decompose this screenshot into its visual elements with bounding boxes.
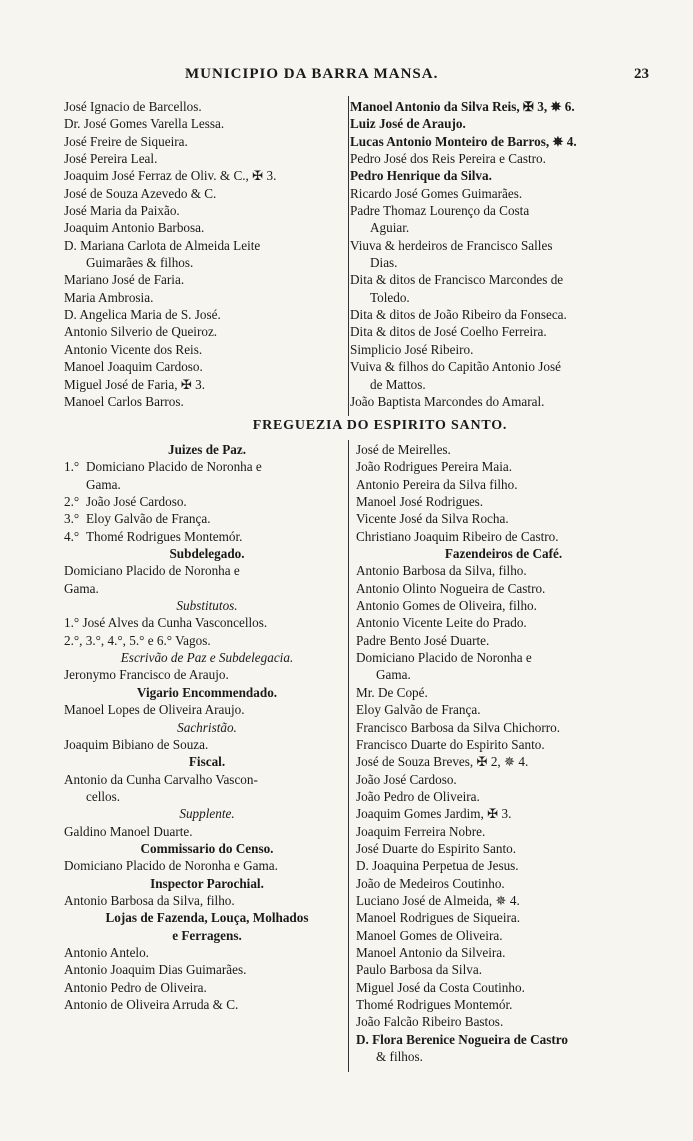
item-number: 1.° <box>64 459 80 475</box>
list-item: Antonio Joaquim Dias Guimarães. <box>64 962 247 978</box>
list-item: D. Angelica Maria de S. José. <box>64 307 221 323</box>
list-item: Joaquim Gomes Jardim, ✠ 3. <box>356 806 512 822</box>
list-item: Pedro José dos Reis Pereira e Castro. <box>350 151 546 167</box>
list-item: Dita & ditos de Francisco Marcondes de <box>350 272 564 288</box>
fiscal-heading: Fiscal. <box>188 754 226 770</box>
list-item: Manoel Rodrigues de Siqueira. <box>356 910 521 926</box>
censo-heading: Commissario do Censo. <box>140 840 274 856</box>
left-column-top <box>64 98 346 410</box>
list-item: Francisco Duarte do Espirito Santo. <box>356 736 545 752</box>
escrivao-heading: Escrivão de Paz e Subdelegacia. <box>120 650 294 666</box>
list-item: 2.°, 3.°, 4.°, 5.° e 6.° Vagos. <box>64 632 211 648</box>
list-item: Antonio Antelo. <box>64 944 149 960</box>
list-item: José Duarte do Espirito Santo. <box>356 840 517 856</box>
list-item: Christiano Joaquim Ribeiro de Castro. <box>356 528 559 544</box>
fazendeiros-heading: Fazendeiros de Café. <box>444 546 563 562</box>
list-item: Vicente José da Silva Rocha. <box>356 511 509 527</box>
list-item: Dita & ditos de João Ribeiro da Fonseca. <box>350 307 567 323</box>
list-item: Joaquim Ferreira Nobre. <box>356 823 486 839</box>
list-item-continuation: & filhos. <box>376 1049 423 1065</box>
list-item: Domiciano Placido de Noronha e <box>64 563 240 579</box>
inspector-heading: Inspector Parochial. <box>150 875 264 891</box>
list-item: Thomé Rodrigues Montemór. <box>356 997 513 1012</box>
list-item: Padre Bento José Duarte. <box>356 632 490 648</box>
list-item: João José Cardoso. <box>356 771 457 787</box>
juizes-heading: Juizes de Paz. <box>167 442 246 457</box>
list-item: Paulo Barbosa da Silva. <box>356 962 482 978</box>
page-title: MUNICIPIO DA BARRA MANSA. <box>185 66 439 82</box>
list-item: João Baptista Marcondes do Amaral. <box>350 393 545 409</box>
sachristao-heading: Sachristão. <box>177 719 237 735</box>
column-divider-top <box>348 96 349 416</box>
list-item <box>64 510 350 527</box>
list-item: Manoel José Rodrigues. <box>356 494 484 510</box>
list-item: Ricardo José Gomes Guimarães. <box>350 185 523 201</box>
list-item: Domiciano Placido de Noronha e <box>356 650 532 666</box>
list-item: Antonio de Oliveira Arruda & C. <box>64 997 239 1012</box>
subdelegado-heading: Subdelegado. <box>169 546 245 562</box>
list-item: Mariano José de Faria. <box>64 272 185 288</box>
item-number: 3.° <box>64 511 80 527</box>
lojas-heading: Lojas de Fazenda, Louça, Molhados <box>105 910 309 926</box>
list-item-continuation: Gama. <box>64 580 99 596</box>
list-item: Simplicio José Ribeiro. <box>350 341 474 357</box>
item-text: Eloy Galvão de França. <box>86 511 211 527</box>
page-header <box>185 66 655 88</box>
list-item: Lucas Antonio Monteiro de Barros, ✵ 4. <box>350 133 577 149</box>
list-item: Mr. De Copé. <box>356 684 428 700</box>
list-item: D. Flora Berenice Nogueira de Castro <box>356 1031 568 1047</box>
list-item <box>64 493 350 510</box>
item-number: 4.° <box>64 528 80 544</box>
list-item-continuation: Gama. <box>376 667 411 683</box>
item-text: Domiciano Placido de Noronha e <box>86 459 262 475</box>
list-item: João Falcão Ribeiro Bastos. <box>356 1014 504 1030</box>
list-item: Antonio Barbosa da Silva, filho. <box>64 892 235 908</box>
left-column-bottom <box>64 441 350 1013</box>
supplente-heading: Supplente. <box>179 806 235 822</box>
list-item: D. Joaquina Perpetua de Jesus. <box>356 858 519 874</box>
item-number: 2.° <box>64 494 80 510</box>
list-item: João de Medeiros Coutinho. <box>356 875 505 891</box>
list-item: Luciano José de Almeida, ✵ 4. <box>356 892 520 908</box>
list-item: Miguel José da Costa Coutinho. <box>356 979 525 995</box>
list-item-continuation: Toledo. <box>370 289 410 305</box>
right-column-top <box>350 98 650 410</box>
list-item: Viuva & herdeiros de Francisco Salles <box>350 237 553 253</box>
list-item: Manoel Carlos Barros. <box>64 393 184 409</box>
list-item: Dr. José Gomes Varella Lessa. <box>64 116 225 132</box>
list-item: Francisco Barbosa da Silva Chichorro. <box>356 719 560 735</box>
list-item: José Ignacio de Barcellos. <box>64 99 202 114</box>
list-item: Joaquim Antonio Barbosa. <box>64 220 205 236</box>
list-item: Antonio Vicente dos Reis. <box>64 341 203 357</box>
substitutos-heading: Substitutos. <box>176 598 238 614</box>
list-item: Antonio Pedro de Oliveira. <box>64 979 207 995</box>
list-item: Miguel José de Faria, ✠ 3. <box>64 376 206 392</box>
list-item: Padre Thomaz Lourenço da Costa <box>350 203 530 219</box>
list-item-continuation: Gama. <box>86 476 121 492</box>
list-item: Maria Ambrosia. <box>64 289 154 305</box>
list-item: Manoel Joaquim Cardoso. <box>64 359 203 375</box>
list-item: Vuiva & filhos do Capitão Antonio José <box>350 359 561 375</box>
list-item: Eloy Galvão de França. <box>356 702 481 718</box>
list-item-continuation: cellos. <box>86 788 121 804</box>
vigario-heading: Vigario Encommendado. <box>136 684 278 700</box>
list-item: Antonio Pereira da Silva filho. <box>356 476 518 492</box>
list-item: José Freire de Siqueira. <box>64 133 188 149</box>
item-text: Thomé Rodrigues Montemór. <box>86 528 243 544</box>
item-text: João José Cardoso. <box>86 494 187 510</box>
list-item: Pedro Henrique da Silva. <box>350 168 492 184</box>
list-item: Manoel Lopes de Oliveira Araujo. <box>64 702 245 718</box>
lojas-heading-continuation: e Ferragens. <box>172 927 242 943</box>
page-number: 23 <box>634 66 649 82</box>
list-item: Domiciano Placido de Noronha e Gama. <box>64 858 278 874</box>
list-item-continuation: Guimarães & filhos. <box>86 255 194 271</box>
list-item: Dita & ditos de José Coelho Ferreira. <box>350 324 547 340</box>
list-item: Galdino Manoel Duarte. <box>64 823 193 839</box>
list-item: Antonio Gomes de Oliveira, filho. <box>356 598 537 614</box>
list-item: D. Mariana Carlota de Almeida Leite <box>64 237 261 253</box>
list-item: Manoel Antonio da Silva Reis, ✠ 3, ✵ 6. <box>350 99 575 114</box>
list-item: José de Meirelles. <box>356 442 451 457</box>
list-item: José Maria da Paixão. <box>64 203 180 219</box>
list-item: Antonio Vicente Leite do Prado. <box>356 615 527 631</box>
list-item: José de Souza Breves, ✠ 2, ✵ 4. <box>356 754 529 770</box>
list-item-continuation: Dias. <box>370 255 398 271</box>
list-item: Antonio da Cunha Carvalho Vascon- <box>64 771 258 787</box>
list-item: Luiz José de Araujo. <box>350 116 466 132</box>
right-column-bottom <box>356 441 651 1065</box>
list-item: José de Souza Azevedo & C. <box>64 185 217 201</box>
list-item-continuation: de Mattos. <box>370 376 426 392</box>
list-item: João Rodrigues Pereira Maia. <box>356 459 513 475</box>
list-item: Jeronymo Francisco de Araujo. <box>64 667 229 683</box>
list-item: Joaquim José Ferraz de Oliv. & C., ✠ 3. <box>64 168 277 184</box>
list-item: José Pereira Leal. <box>64 151 158 167</box>
list-item <box>64 458 350 475</box>
list-item: 1.° José Alves da Cunha Vasconcellos. <box>64 615 268 631</box>
list-item: Antonio Barbosa da Silva, filho. <box>356 563 527 579</box>
list-item: João Pedro de Oliveira. <box>356 788 480 804</box>
list-item: Antonio Olinto Nogueira de Castro. <box>356 580 546 596</box>
list-item: Joaquim Bibiano de Souza. <box>64 736 209 752</box>
list-item: Manoel Gomes de Oliveira. <box>356 927 503 943</box>
section-title: FREGUEZIA DO ESPIRITO SANTO. <box>252 418 508 433</box>
list-item-continuation: Aguiar. <box>370 220 410 236</box>
list-item <box>64 528 350 545</box>
list-item: Manoel Antonio da Silveira. <box>356 944 506 960</box>
list-item: Antonio Silverio de Queiroz. <box>64 324 218 340</box>
